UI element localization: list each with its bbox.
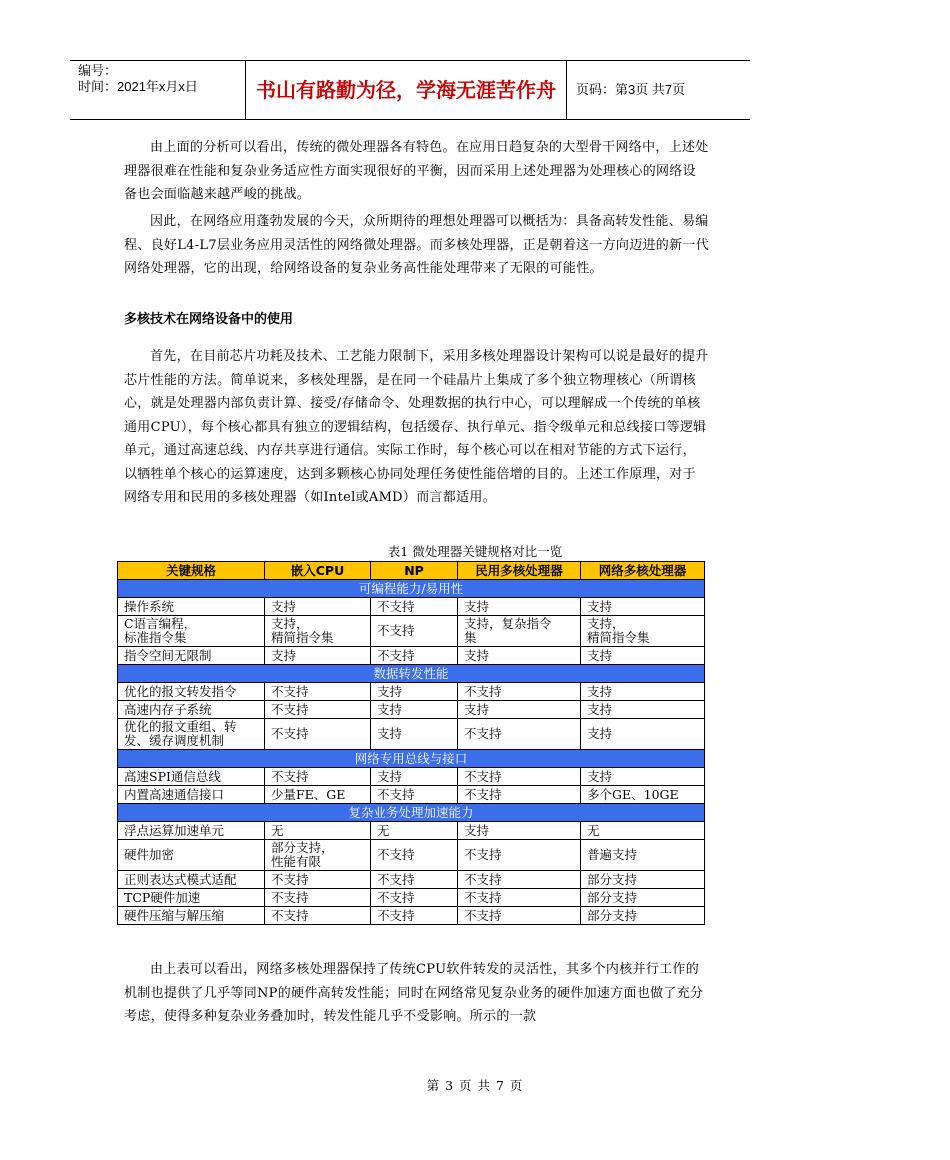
table-cell: 支持 xyxy=(265,598,371,616)
table-group-title: 可编程能力/易用性 xyxy=(118,580,705,598)
table-cell: 不支持 xyxy=(371,871,458,889)
table-cell: 指令空间无限制 xyxy=(118,647,265,665)
table-cell: 不支持 xyxy=(265,889,371,907)
table-cell: 不支持 xyxy=(371,786,458,804)
table-cell: 不支持 xyxy=(371,907,458,925)
table-row xyxy=(118,701,705,719)
table-group-row xyxy=(118,804,705,822)
table-cell: 支持 xyxy=(265,647,371,665)
table-cell: 不支持 xyxy=(371,598,458,616)
table-header-cell: 民用多核处理器 xyxy=(458,562,581,580)
table-cell: 支持 xyxy=(371,768,458,786)
table-cell: 部分支持 xyxy=(581,889,705,907)
table-cell: 不支持 xyxy=(458,871,581,889)
table-cell: 不支持 xyxy=(458,889,581,907)
table-row xyxy=(118,647,705,665)
table-cell: 支持 xyxy=(581,701,705,719)
table-cell: 支持 xyxy=(581,647,705,665)
table-cell: 高速SPI通信总线 xyxy=(118,768,265,786)
table-cell: 操作系统 xyxy=(118,598,265,616)
table-cell: 支持 xyxy=(371,701,458,719)
table-cell: 不支持 xyxy=(458,786,581,804)
table-cell: 不支持 xyxy=(265,719,371,750)
spec-comparison-table xyxy=(117,561,705,925)
table-group-row xyxy=(118,665,705,683)
table-cell: 不支持 xyxy=(458,840,581,871)
table-cell: 优化的报文重组、转 发、缓存调度机制 xyxy=(118,719,265,750)
table-header-cell: NP xyxy=(371,562,458,580)
table-cell: 无 xyxy=(581,822,705,840)
body-paragraph-2: 因此，在网络应用蓬勃发展的今天，众所期待的理想处理器可以概括为：具备高转发性能、易编程、良好L4-L7层业务应用灵活性的网络微处理器。而多核处理器，正是朝着这一方向迈进的新一代网络处理器，它的出现，给网络设备的复杂业务高性能处理带来了无限的可能性。 xyxy=(124,214,710,276)
table-header-cell: 网络多核处理器 xyxy=(581,562,705,580)
header-number-label: 编号： xyxy=(78,63,118,78)
body-paragraph-4: 由上表可以看出，网络多核处理器保持了传统CPU软件转发的灵活性，其多个内核并行工作的机制也提供了几乎等同NP的硬件高转发性能；同时在网络常见复杂业务的硬件加速方面也做了充分考虑，使得多种复杂业务叠加时，转发性能几乎不受影响。所示的一款 xyxy=(124,962,704,1024)
table-group-title: 网络专用总线与接口 xyxy=(118,750,705,768)
table-cell: 支持， 精简指令集 xyxy=(265,616,371,647)
table-row xyxy=(118,822,705,840)
table-cell: 不支持 xyxy=(458,768,581,786)
section-title: 多核技术在网络设备中的使用 xyxy=(124,312,294,327)
table-cell: 支持 xyxy=(581,719,705,750)
table-cell: TCP硬件加速 xyxy=(118,889,265,907)
table-cell: 支持，复杂指令 集 xyxy=(458,616,581,647)
table-cell: 无 xyxy=(265,822,371,840)
table-row xyxy=(118,719,705,750)
table-row xyxy=(118,768,705,786)
table-cell: 不支持 xyxy=(458,719,581,750)
table-cell: 高速内存子系统 xyxy=(118,701,265,719)
table-row xyxy=(118,786,705,804)
body-paragraph-3: 首先，在目前芯片功耗及技术、工艺能力限制下，采用多核处理器设计架构可以说是最好的提升芯片性能的方法。简单说来，多核处理器，是在同一个硅晶片上集成了多个独立物理核心（所谓核心，就是处理器内部负责计算、接受/存储命令、处理数据的执行中心，可以理解成一个传统的单核通用CPU），每个核心都具有独立的逻辑结构，包括缓存、执行单元、指令级单元和总线接口等逻辑单元，通过高速总线、内存共享进行通信。实际工作时，每个核心可以在相对节能的方式下运行，以牺牲单个核心的运算速度，达到多颗核心协同处理任务使性能倍增的目的。上述工作原理，对于网络专用和民用的多核处理器（如Intel或AMD）而言都适用。 xyxy=(124,349,709,505)
table-cell: 内置高速通信接口 xyxy=(118,786,265,804)
page-footer: 第 3 页 共 7 页 xyxy=(426,1078,524,1093)
table-caption: 表1 微处理器关键规格对比一览 xyxy=(387,544,563,559)
page-header xyxy=(70,60,750,120)
table-cell: 无 xyxy=(371,822,458,840)
table-cell: 部分支持， 性能有限 xyxy=(265,840,371,871)
table-group-row xyxy=(118,750,705,768)
body-paragraph-1: 由上面的分析可以看出，传统的微处理器各有特色。在应用日趋复杂的大型骨干网络中，上述处理器很难在性能和复杂业务适应性方面实现很好的平衡，因而采用上述处理器为处理核心的网络设备也会面临越来越严峻的挑战。 xyxy=(124,140,709,202)
header-divider xyxy=(566,61,567,119)
table-cell: 不支持 xyxy=(265,701,371,719)
table-cell: 支持， 精简指令集 xyxy=(581,616,705,647)
table-cell: 部分支持 xyxy=(581,907,705,925)
table-row xyxy=(118,598,705,616)
table-cell: 优化的报文转发指令 xyxy=(118,683,265,701)
table-cell: 不支持 xyxy=(371,840,458,871)
table-cell: 支持 xyxy=(581,768,705,786)
table-cell: 浮点运算加速单元 xyxy=(118,822,265,840)
table-cell: 支持 xyxy=(458,598,581,616)
table-header-cell: 关键规格 xyxy=(118,562,265,580)
table-cell: 不支持 xyxy=(371,647,458,665)
table-group-row xyxy=(118,580,705,598)
table-cell: 硬件压缩与解压缩 xyxy=(118,907,265,925)
table-cell: C语言编程， 标准指令集 xyxy=(118,616,265,647)
header-date: 时间：2021年x月x日 xyxy=(78,79,198,94)
table-cell: 支持 xyxy=(581,683,705,701)
table-cell: 不支持 xyxy=(371,616,458,647)
table-header-row xyxy=(118,562,705,580)
header-meta xyxy=(78,63,248,95)
table-cell: 支持 xyxy=(458,822,581,840)
table-cell: 不支持 xyxy=(265,907,371,925)
table-cell: 不支持 xyxy=(265,683,371,701)
table-cell: 多个GE、10GE xyxy=(581,786,705,804)
table-cell: 硬件加密 xyxy=(118,840,265,871)
table-cell: 不支持 xyxy=(458,683,581,701)
table-cell: 支持 xyxy=(371,683,458,701)
table-cell: 不支持 xyxy=(265,768,371,786)
table-row xyxy=(118,840,705,871)
table-row xyxy=(118,871,705,889)
table-group-title: 复杂业务处理加速能力 xyxy=(118,804,705,822)
table-cell: 不支持 xyxy=(265,871,371,889)
table-row xyxy=(118,907,705,925)
table-cell: 不支持 xyxy=(371,889,458,907)
header-page-info: 页码：第3页 共7页 xyxy=(576,82,686,97)
table-group-title: 数据转发性能 xyxy=(118,665,705,683)
table-header-cell: 嵌入CPU xyxy=(265,562,371,580)
table-cell: 支持 xyxy=(458,701,581,719)
table-cell: 普遍支持 xyxy=(581,840,705,871)
table-cell: 正则表达式模式适配 xyxy=(118,871,265,889)
header-motto: 书山有路勤为径，学海无涯苦作舟 xyxy=(256,78,556,102)
table-body xyxy=(118,580,705,925)
table-cell: 部分支持 xyxy=(581,871,705,889)
table-cell: 支持 xyxy=(581,598,705,616)
table-cell: 少量FE、GE xyxy=(265,786,371,804)
table-cell: 支持 xyxy=(458,647,581,665)
table-row xyxy=(118,616,705,647)
table-cell: 支持 xyxy=(371,719,458,750)
table-cell: 不支持 xyxy=(458,907,581,925)
table-row xyxy=(118,889,705,907)
table-row xyxy=(118,683,705,701)
